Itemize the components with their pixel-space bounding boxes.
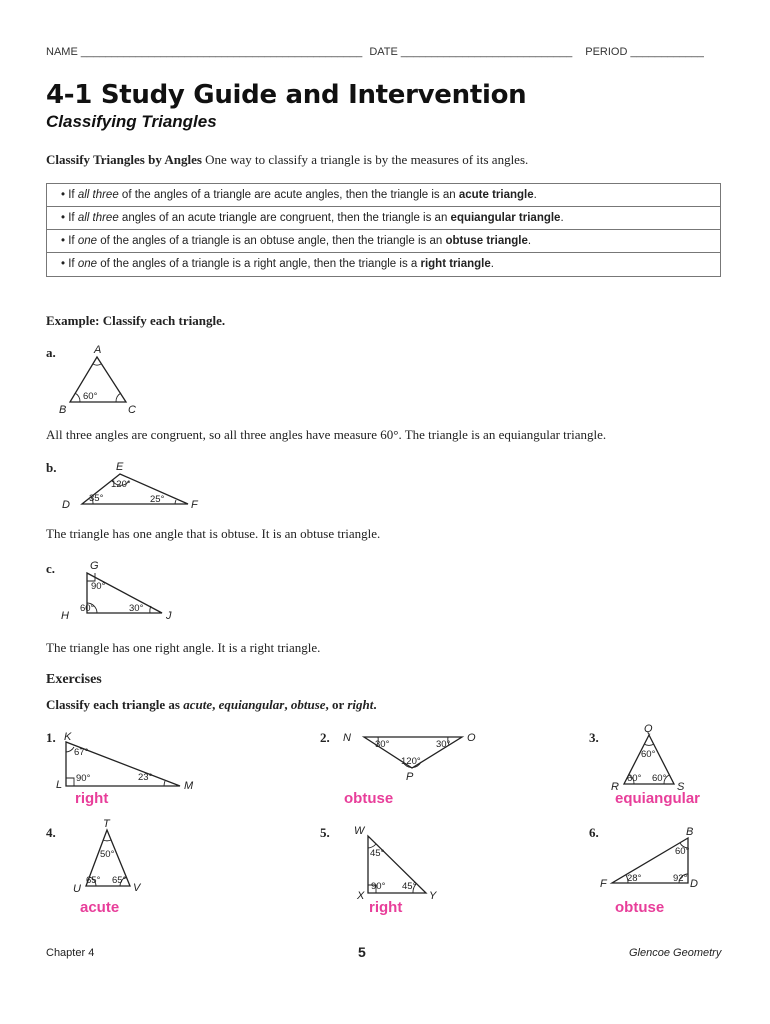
example-heading: Example: Classify each triangle. xyxy=(46,313,226,328)
angle-label: 60° xyxy=(80,603,95,614)
angle-label: 30° xyxy=(436,739,451,750)
vertex-label: S xyxy=(677,781,685,793)
example-a-explanation: All three angles are congruent, so all three angles have measure 60°. The triangle is an equiangular triangle. xyxy=(46,427,607,442)
exercise-2-answer: obtuse xyxy=(344,790,394,807)
angle-label: 92° xyxy=(673,873,688,884)
rule-row: • If one of the angles of a triangle is a right angle, then the triangle is a right triangle. xyxy=(61,258,494,270)
name-field: NAME ______________________________________________ xyxy=(46,46,363,58)
angle-label: 45° xyxy=(370,848,385,859)
intro-text: One way to classify a triangle is by the measures of its angles. xyxy=(201,152,529,167)
vertex-label: M xyxy=(184,780,194,792)
angle-label: 65° xyxy=(112,875,127,886)
angle-label: 30° xyxy=(129,603,144,614)
vertex-label: G xyxy=(90,560,99,572)
exercise-4-number: 4. xyxy=(46,825,56,840)
exercise-3-number: 3. xyxy=(589,730,599,745)
exercise-6-number: 6. xyxy=(589,825,599,840)
exercise-5-answer: right xyxy=(369,899,403,916)
angle-label: 60° xyxy=(641,749,656,760)
angle-label: 45° xyxy=(402,881,417,892)
rule-row: • If all three angles of an acute triangle are congruent, then the triangle is an equiangular triangle. xyxy=(47,207,720,230)
angle-label: 67° xyxy=(74,747,89,758)
vertex-label: V xyxy=(133,882,141,894)
exercise-5-number: 5. xyxy=(320,825,330,840)
vertex-label: W xyxy=(354,825,365,837)
vertex-label: O xyxy=(467,732,476,744)
vertex-label: A xyxy=(94,344,102,356)
vertex-label: T xyxy=(103,818,110,830)
angle-label: 120° xyxy=(401,756,421,767)
vertex-label: X xyxy=(357,890,365,902)
vertex-label: U xyxy=(73,883,81,895)
vertex-label: E xyxy=(116,461,124,473)
example-b-explanation: The triangle has one angle that is obtuse. It is an obtuse triangle. xyxy=(46,526,381,541)
angle-label: 60° xyxy=(675,846,690,857)
page-title: 4-1 Study Guide and Intervention xyxy=(46,80,527,110)
vertex-label: F xyxy=(191,499,198,511)
vertex-label: Q xyxy=(644,723,653,735)
period-field: PERIOD ____________ xyxy=(585,46,704,58)
vertex-label: R xyxy=(611,781,619,793)
angle-label: 35° xyxy=(89,493,104,504)
page-number: 5 xyxy=(358,944,366,960)
vertex-label: D xyxy=(690,878,698,890)
angle-label: 25° xyxy=(150,494,165,505)
exercise-2-number: 2. xyxy=(320,730,330,745)
exercise-4-answer: acute xyxy=(80,899,120,916)
intro-heading: Classify Triangles by Angles xyxy=(46,152,202,167)
vertex-label: K xyxy=(64,731,72,743)
vertex-label: D xyxy=(62,499,70,511)
exercise-3-answer: equiangular xyxy=(615,790,701,807)
angle-label: 60° xyxy=(627,773,642,784)
example-a-label: a. xyxy=(46,345,56,360)
vertex-label: P xyxy=(406,771,414,783)
exercise-6-answer: obtuse xyxy=(615,899,665,916)
angle-label: 65° xyxy=(86,875,101,886)
angle-label: 120° xyxy=(111,479,131,490)
angle-label: 28° xyxy=(627,873,642,884)
exercises-instruction: Classify each triangle as acute, equiangular, obtuse, or right. xyxy=(46,697,377,712)
example-c-explanation: The triangle has one right angle. It is a right triangle. xyxy=(46,640,321,655)
angle-label: 90° xyxy=(91,581,106,592)
vertex-label: C xyxy=(128,404,136,416)
vertex-label: L xyxy=(56,779,63,791)
angle-label: 30° xyxy=(375,739,390,750)
angle-label: 50° xyxy=(100,849,115,860)
exercise-1-answer: right xyxy=(75,790,109,807)
example-b-label: b. xyxy=(46,460,57,475)
exercises-heading: Exercises xyxy=(46,672,102,687)
vertex-label: Y xyxy=(429,890,437,902)
vertex-label: N xyxy=(343,732,351,744)
angle-label: 90° xyxy=(76,773,91,784)
rule-row: • If all three of the angles of a triangle are acute angles, then the triangle is an acute triangle. xyxy=(47,184,720,207)
vertex-label: H xyxy=(61,610,69,622)
footer-chapter: Chapter 4 xyxy=(46,947,95,959)
angle-label: 60° xyxy=(652,773,667,784)
exercise-1-number: 1. xyxy=(46,730,56,745)
vertex-label: F xyxy=(600,878,607,890)
angle-label: 23° xyxy=(138,772,153,783)
vertex-label: B xyxy=(59,404,67,416)
vertex-label: J xyxy=(166,610,172,622)
page-subtitle: Classifying Triangles xyxy=(46,112,217,131)
angle-label: 60° xyxy=(83,391,98,402)
vertex-label: B xyxy=(686,826,694,838)
date-field: DATE ____________________________ xyxy=(369,46,573,58)
example-c-label: c. xyxy=(46,561,56,576)
footer-publisher: Glencoe Geometry xyxy=(629,947,722,959)
example-instruction: Classify each triangle. xyxy=(99,313,226,328)
rule-row: • If one of the angles of a triangle is an obtuse angle, then the triangle is an obtuse triangle. xyxy=(47,230,720,253)
angle-label: 90° xyxy=(371,881,386,892)
